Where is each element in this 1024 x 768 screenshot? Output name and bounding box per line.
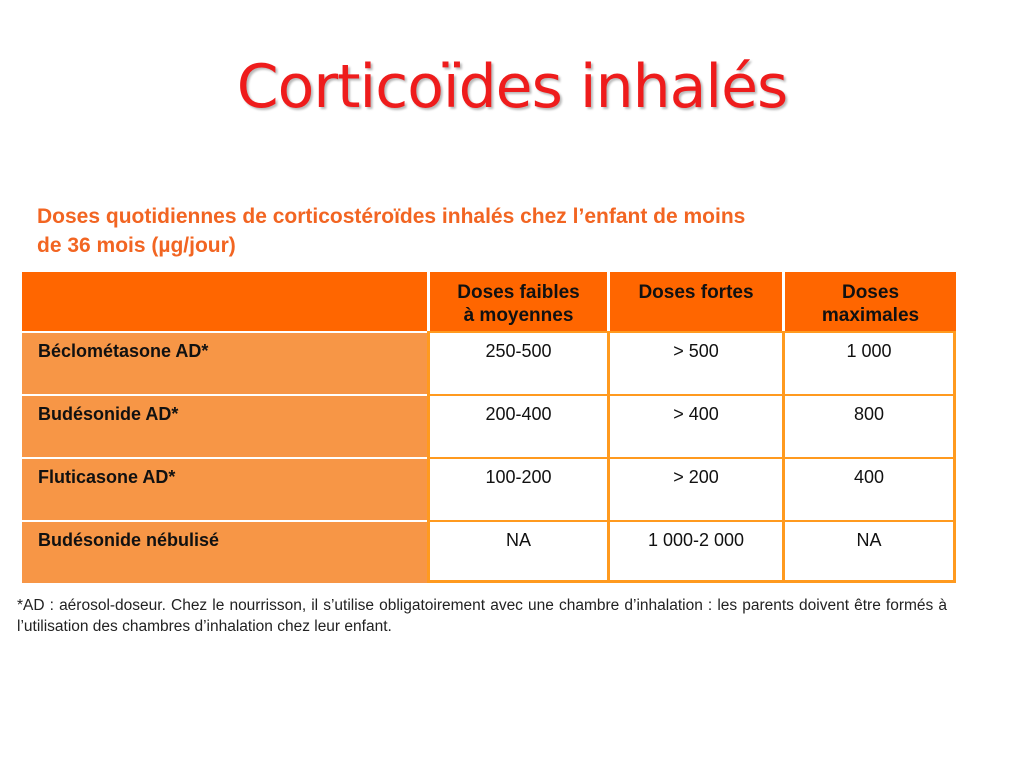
slide-title: Corticoïdes inhalés xyxy=(236,52,788,122)
dose-forte: > 500 xyxy=(607,331,782,394)
table-row xyxy=(22,520,956,583)
drug-name: Fluticasone AD* xyxy=(22,457,427,520)
dose-maximale: NA xyxy=(782,520,956,583)
table-row xyxy=(22,457,956,520)
header-doses-faibles xyxy=(427,272,607,331)
dose-table xyxy=(22,272,956,583)
header-doses-maximales xyxy=(782,272,956,331)
dose-maximale: 800 xyxy=(782,394,956,457)
header-doses-fortes-line-1: Doses fortes xyxy=(638,282,754,303)
caption-line-2: de 36 mois (µg/jour) xyxy=(37,234,236,257)
header-doses-fortes xyxy=(607,272,782,331)
drug-name: Budésonide AD* xyxy=(22,394,427,457)
dose-faible-moyenne: 250-500 xyxy=(427,331,607,394)
dose-faible-moyenne: 100-200 xyxy=(427,457,607,520)
header-doses-faibles-line-1: Doses faibles xyxy=(457,282,580,303)
header-doses-maximales-line-1: Doses xyxy=(841,282,900,303)
header-doses-maximales-line-2: maximales xyxy=(821,305,920,326)
dose-faible-moyenne: NA xyxy=(427,520,607,583)
table-row xyxy=(22,331,956,394)
table-caption xyxy=(37,202,937,260)
table-header-row xyxy=(22,272,956,331)
dose-maximale: 400 xyxy=(782,457,956,520)
drug-name: Béclométasone AD* xyxy=(22,331,427,394)
header-empty-cell xyxy=(22,272,427,331)
dose-forte: > 200 xyxy=(607,457,782,520)
dose-faible-moyenne: 200-400 xyxy=(427,394,607,457)
dose-forte: 1 000-2 000 xyxy=(607,520,782,583)
table-row xyxy=(22,394,956,457)
caption-line-1: Doses quotidiennes de corticostéroïdes inhalés chez l’enfant de moins xyxy=(37,205,746,228)
header-doses-faibles-line-2: à moyennes xyxy=(463,305,574,326)
dose-forte: > 400 xyxy=(607,394,782,457)
footnote: *AD : aérosol-doseur. Chez le nourrisson, il s’utilise obligatoirement avec une chambre d’inhalation : les parents doivent être formés à l’utilisation des chambres d’inhalation chez leur enfant. xyxy=(17,597,947,635)
dose-maximale: 1 000 xyxy=(782,331,956,394)
drug-name: Budésonide nébulisé xyxy=(22,520,427,583)
